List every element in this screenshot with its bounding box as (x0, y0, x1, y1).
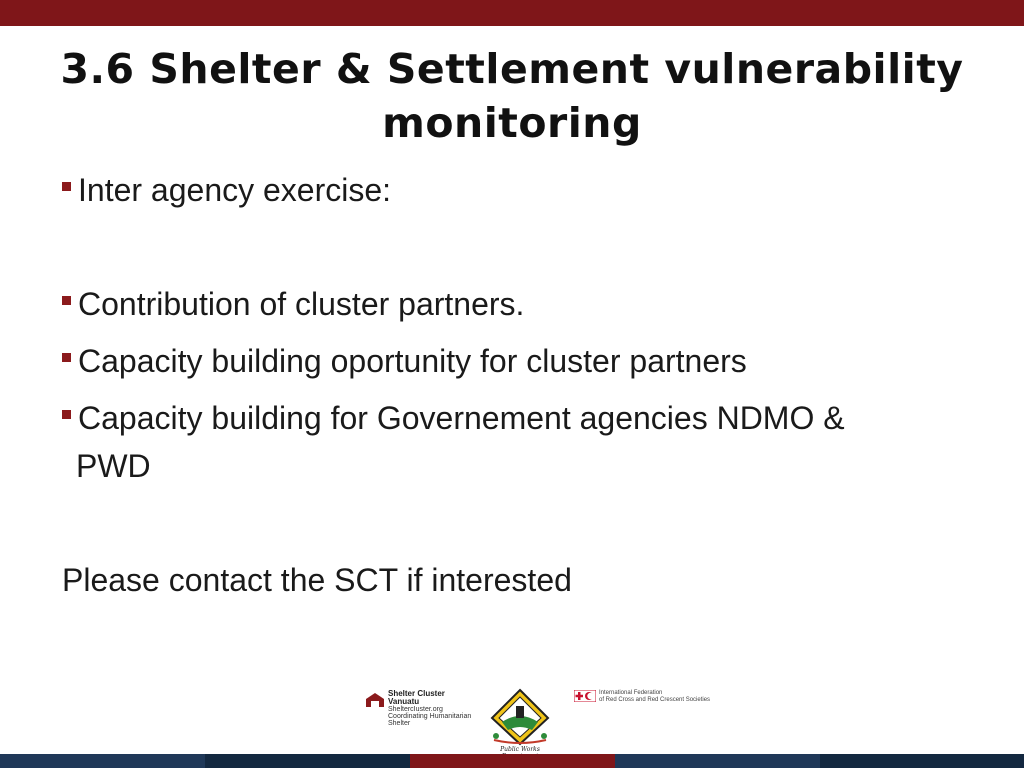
top-accent-bar (0, 0, 1024, 26)
shelter-cluster-url: SheltercIuster.org (388, 706, 443, 713)
bullet-item (62, 276, 524, 332)
title-line-2: monitoring (382, 99, 642, 147)
square-bullet-icon (62, 410, 71, 419)
bottom-bar-segment (820, 754, 1024, 768)
bullet-text: Inter agency exercise: (78, 172, 392, 208)
contact-line: Please contact the SCT if interested (62, 562, 572, 598)
square-bullet-icon (62, 296, 71, 305)
bottom-bar-segment (205, 754, 410, 768)
bottom-bar-segment (0, 754, 205, 768)
shelter-cluster-tagline: Coordinating Humanitarian Shelter (388, 713, 472, 727)
bullet-text: Capacity building oportunity for cluster partners (78, 343, 747, 379)
bottom-bar-segment (615, 754, 820, 768)
pwd-caption: Public Works (500, 746, 540, 753)
square-bullet-icon (62, 353, 71, 362)
ifrc-line-2: of Red Cross and Red Crescent Societies (599, 697, 711, 703)
title-line-1: 3.6 Shelter & Settlement vulnerability (60, 45, 964, 93)
square-bullet-icon (62, 182, 71, 191)
bullet-text: Contribution of cluster partners. (78, 286, 525, 322)
bullet-text: Capacity building for Governement agencies NDMO & (78, 400, 845, 436)
shelter-cluster-logo (365, 689, 475, 727)
bottom-bar-segment (410, 754, 615, 768)
bullet-item (62, 390, 845, 446)
pwd-emblem-icon (486, 688, 554, 746)
shelter-house-icon (365, 692, 385, 708)
ifrc-logo (574, 688, 714, 708)
public-works-department-logo (486, 688, 554, 754)
bullet-item (62, 162, 391, 218)
red-cross-crescent-icon (574, 690, 596, 702)
ifrc-line-1: International Federation (599, 690, 663, 696)
bullet-text-continuation: PWD (76, 448, 151, 484)
slide-title (0, 42, 1024, 150)
shelter-cluster-name: Shelter Cluster Vanuatu (388, 689, 445, 706)
bullet-item (62, 333, 747, 389)
